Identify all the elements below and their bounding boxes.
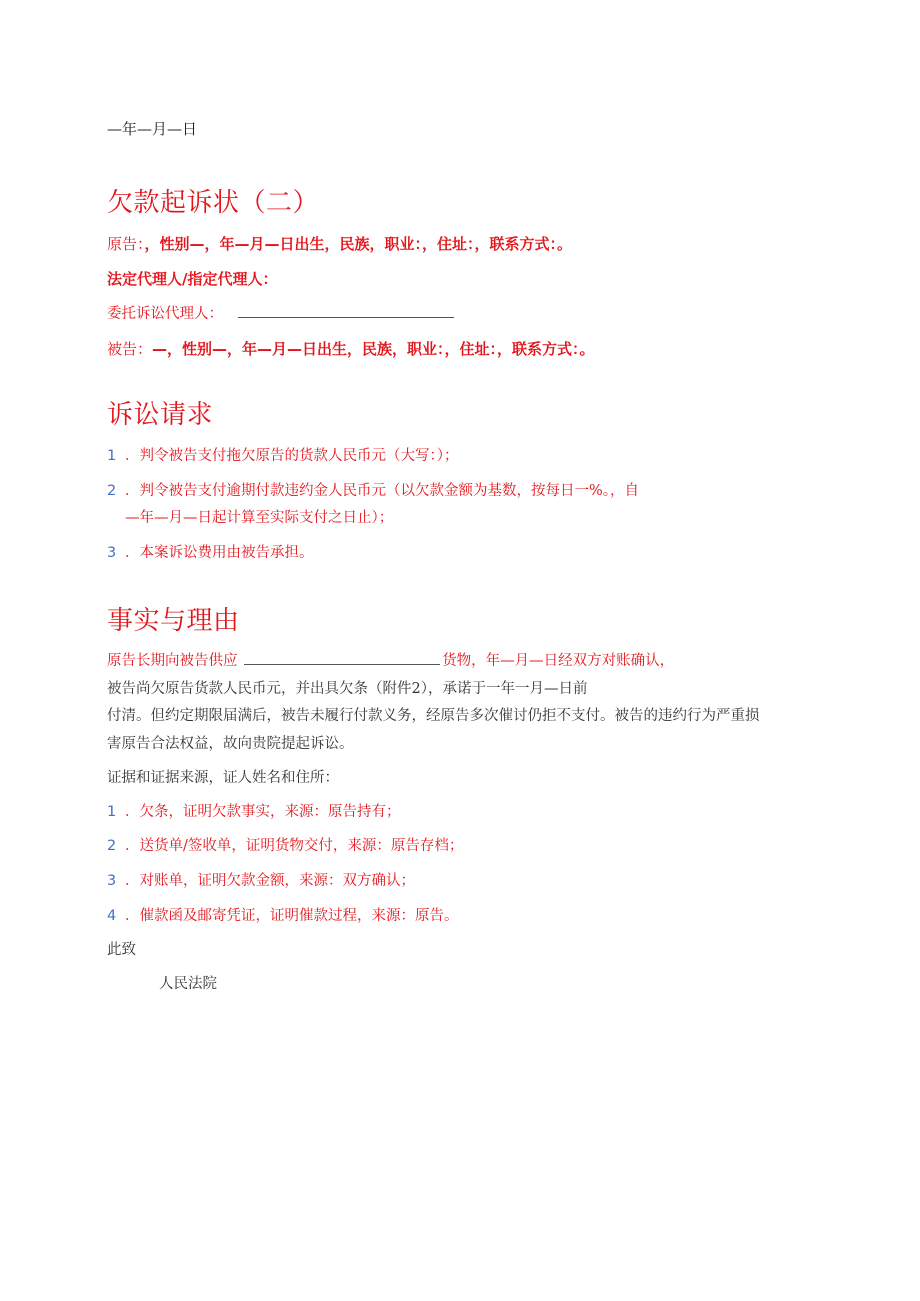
facts-line-3: 付清。但约定期限届满后，被告未履行付款义务，经原告多次催讨仍拒不支付。被告的违约行为严重损 xyxy=(107,708,760,724)
agent-blank xyxy=(238,303,454,318)
evidence-text: ．催款函及邮寄凭证，证明催款过程，来源：原告。 xyxy=(125,908,459,924)
evidence-item xyxy=(107,800,401,821)
evidence-heading: 证据和证据来源，证人姓名和住所： xyxy=(107,770,339,786)
claim-text: ．本案诉讼费用由被告承担。 xyxy=(125,545,314,561)
claim-continuation: —年—月—日起计算至实际支付之日止）； xyxy=(125,510,394,526)
claim-text: ．判令被告支付拖欠原告的货款人民币元（大写：）； xyxy=(125,448,459,464)
facts-heading: 事实与理由 xyxy=(107,606,240,636)
court-name: 人民法院 xyxy=(159,976,217,992)
defendant-line xyxy=(107,338,595,359)
facts-line-2: 被告尚欠原告货款人民币元，并出具欠条（附件2），承诺于一年一月—日前 xyxy=(107,681,588,697)
evidence-number: 1 xyxy=(107,804,117,820)
claim-number: 2 xyxy=(107,483,117,499)
claim-number: 1 xyxy=(107,448,117,464)
document-title: 欠款起诉状（二） xyxy=(107,188,320,218)
claims-heading: 诉讼请求 xyxy=(107,400,214,430)
facts-text: 原告长期向被告供应 xyxy=(107,653,238,669)
evidence-item xyxy=(107,869,415,890)
evidence-number: 4 xyxy=(107,908,117,924)
evidence-item xyxy=(107,834,463,855)
evidence-number: 2 xyxy=(107,838,117,854)
facts-text: 货物，年—月—日经双方对账确认， xyxy=(442,653,675,669)
evidence-text: ．对账单，证明欠款金额，来源：双方确认； xyxy=(125,873,415,889)
plaintiff-label: 原告： xyxy=(107,235,145,253)
plaintiff-details: ，性别—，年—月—日出生，民族，职业：，住址：，联系方式：。 xyxy=(144,235,573,253)
evidence-item xyxy=(107,904,459,925)
claim-item xyxy=(107,444,459,465)
claim-item xyxy=(107,479,639,500)
goods-blank xyxy=(244,650,440,665)
agent-label: 委托诉讼代理人： xyxy=(107,306,223,322)
agent-line xyxy=(107,302,454,323)
facts-line-1 xyxy=(107,649,674,670)
legal-rep-line xyxy=(107,268,277,289)
facts-line-4: 害原告合法权益，故向贵院提起诉讼。 xyxy=(107,736,354,752)
defendant-label: 被告： xyxy=(107,340,153,358)
closing-salutation: 此致 xyxy=(107,942,136,958)
date-line: —年—月—日 xyxy=(107,120,198,138)
evidence-text: ．欠条，证明欠款事实，来源：原告持有； xyxy=(125,804,401,820)
claim-text: ．判令被告支付逾期付款违约金人民币元（以欠款金额为基数，按每日一%。，自 xyxy=(125,483,640,499)
plaintiff-line xyxy=(107,233,572,254)
evidence-text: ．送货单/签收单，证明货物交付，来源：原告存档； xyxy=(125,838,464,854)
defendant-details: —，性别—，年—月—日出生，民族，职业：，住址：，联系方式：。 xyxy=(152,340,595,358)
evidence-number: 3 xyxy=(107,873,117,889)
legal-rep-label: 法定代理人/指定代理人： xyxy=(107,270,278,288)
claim-number: 3 xyxy=(107,545,117,561)
claim-item xyxy=(107,541,314,562)
